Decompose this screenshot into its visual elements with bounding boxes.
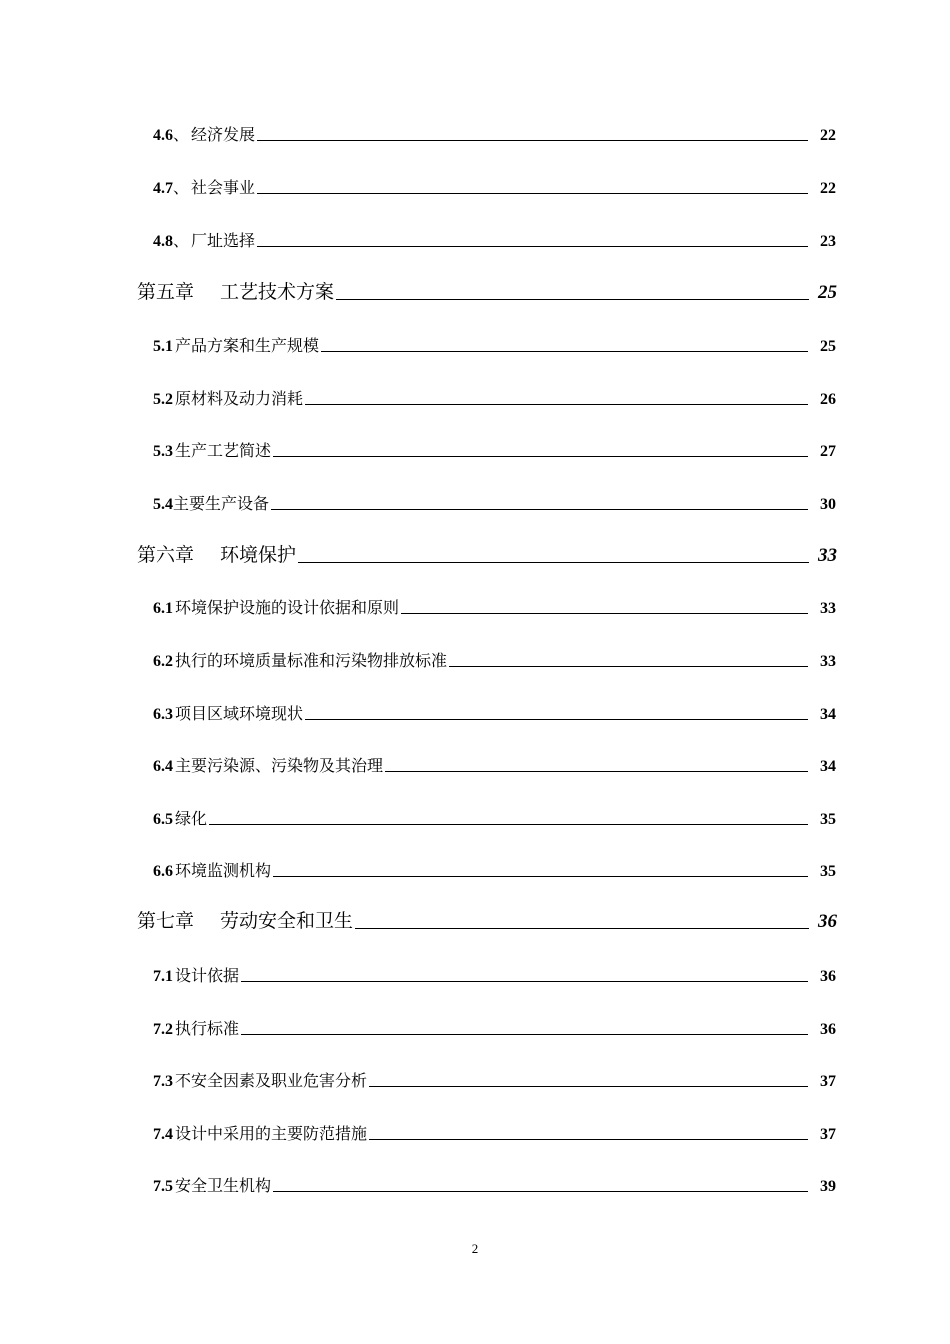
leader-line [305,403,808,405]
toc-entry-7-2[interactable] [153,1015,836,1039]
leader-line [257,139,808,141]
entry-title: 安全卫生机构 [175,1176,272,1195]
entry-page: 23 [820,233,836,250]
chapter-number: 第六章 [137,544,195,566]
entry-page: 34 [820,758,836,775]
chapter-number: 第七章 [137,910,195,932]
toc-chapter-5[interactable] [137,276,837,304]
entry-separator: 、 [173,231,190,250]
leader-line [336,298,809,300]
entry-number: 4.8 [153,233,173,250]
toc-entry-4-6[interactable] [153,121,836,145]
entry-title: 绿化 [175,809,208,828]
toc-entry-7-3[interactable] [153,1067,836,1091]
leader-line [298,561,809,563]
leader-line [401,612,808,614]
toc-chapter-7[interactable] [137,905,837,933]
chapter-page: 36 [818,911,837,932]
entry-title: 主要生产设备 [173,494,270,513]
leader-line [241,980,808,982]
entry-number: 6.2 [153,653,173,670]
entry-page: 37 [820,1126,836,1143]
entry-title: 执行的环境质量标准和污染物排放标准 [175,651,448,670]
leader-line [385,770,808,772]
toc-entry-6-2[interactable] [153,647,836,671]
leader-line [355,927,809,929]
toc-entry-5-2[interactable] [153,385,836,409]
entry-number: 6.5 [153,811,173,828]
entry-number: 5.3 [153,443,173,460]
toc-entry-6-4[interactable] [153,752,836,776]
leader-line [321,350,808,352]
entry-title: 原材料及动力消耗 [175,389,304,408]
chapter-title: 环境保护 [220,544,297,566]
entry-number: 7.5 [153,1178,173,1195]
entry-title: 设计依据 [175,966,240,985]
chapter-number: 第五章 [137,281,195,303]
entry-title: 产品方案和生产规模 [175,336,320,355]
leader-line [273,1190,808,1192]
page-number: 2 [471,1241,479,1256]
entry-number: 7.4 [153,1126,173,1143]
leader-line [369,1085,808,1087]
leader-line [369,1138,808,1140]
entry-page: 27 [820,443,836,460]
leader-line [241,1033,808,1035]
toc-entry-6-6[interactable] [153,857,836,881]
chapter-title: 劳动安全和卫生 [220,910,354,932]
entry-page: 22 [820,180,836,197]
entry-title: 生产工艺简述 [175,441,272,460]
toc-entry-5-3[interactable] [153,437,836,461]
entry-number: 5.2 [153,391,173,408]
toc-entry-7-1[interactable] [153,962,836,986]
entry-page: 39 [820,1178,836,1195]
entry-number: 6.1 [153,600,173,617]
entry-number: 6.3 [153,706,173,723]
entry-page: 36 [820,1021,836,1038]
chapter-page: 25 [818,282,837,303]
entry-title: 环境保护设施的设计依据和原则 [175,598,400,617]
entry-number: 7.3 [153,1073,173,1090]
entry-title: 环境监测机构 [175,861,272,880]
entry-page: 36 [820,968,836,985]
leader-line [271,508,808,510]
entry-number: 6.6 [153,863,173,880]
entry-page: 25 [820,338,836,355]
chapter-page: 33 [818,545,837,566]
entry-title: 设计中采用的主要防范措施 [175,1124,368,1143]
entry-page: 33 [820,600,836,617]
entry-title: 经济发展 [191,125,256,144]
entry-separator: 、 [173,125,190,144]
toc-entry-4-8[interactable] [153,227,836,251]
toc-entry-5-4[interactable] [153,490,836,514]
toc-entry-5-1[interactable] [153,332,836,356]
entry-number: 5.4 [153,496,173,513]
toc-entry-4-7[interactable] [153,174,836,198]
entry-page: 22 [820,127,836,144]
entry-number: 4.7 [153,180,173,197]
entry-title: 执行标准 [175,1019,240,1038]
leader-line [305,718,808,720]
toc-entry-6-1[interactable] [153,594,836,618]
entry-number: 7.1 [153,968,173,985]
entry-page: 30 [820,496,836,513]
entry-page: 26 [820,391,836,408]
entry-title: 厂址选择 [191,231,256,250]
entry-page: 37 [820,1073,836,1090]
toc-entry-7-4[interactable] [153,1120,836,1144]
entry-page: 35 [820,863,836,880]
entry-page: 34 [820,706,836,723]
leader-line [273,455,808,457]
toc-chapter-6[interactable] [137,539,837,567]
leader-line [209,823,808,825]
entry-title: 不安全因素及职业危害分析 [175,1071,368,1090]
leader-line [257,245,808,247]
entry-page: 33 [820,653,836,670]
toc-entry-6-3[interactable] [153,700,836,724]
toc-entry-7-5[interactable] [153,1172,836,1196]
entry-number: 4.6 [153,127,173,144]
leader-line [273,875,808,877]
entry-number: 5.1 [153,338,173,355]
entry-number: 6.4 [153,758,173,775]
entry-separator: 、 [173,178,190,197]
entry-number: 7.2 [153,1021,173,1038]
entry-title: 社会事业 [191,178,256,197]
chapter-title: 工艺技术方案 [220,281,335,303]
toc-entry-6-5[interactable] [153,805,836,829]
entry-title: 主要污染源、污染物及其治理 [175,756,384,775]
entry-page: 35 [820,811,836,828]
entry-title: 项目区域环境现状 [175,704,304,723]
leader-line [449,665,808,667]
leader-line [257,192,808,194]
